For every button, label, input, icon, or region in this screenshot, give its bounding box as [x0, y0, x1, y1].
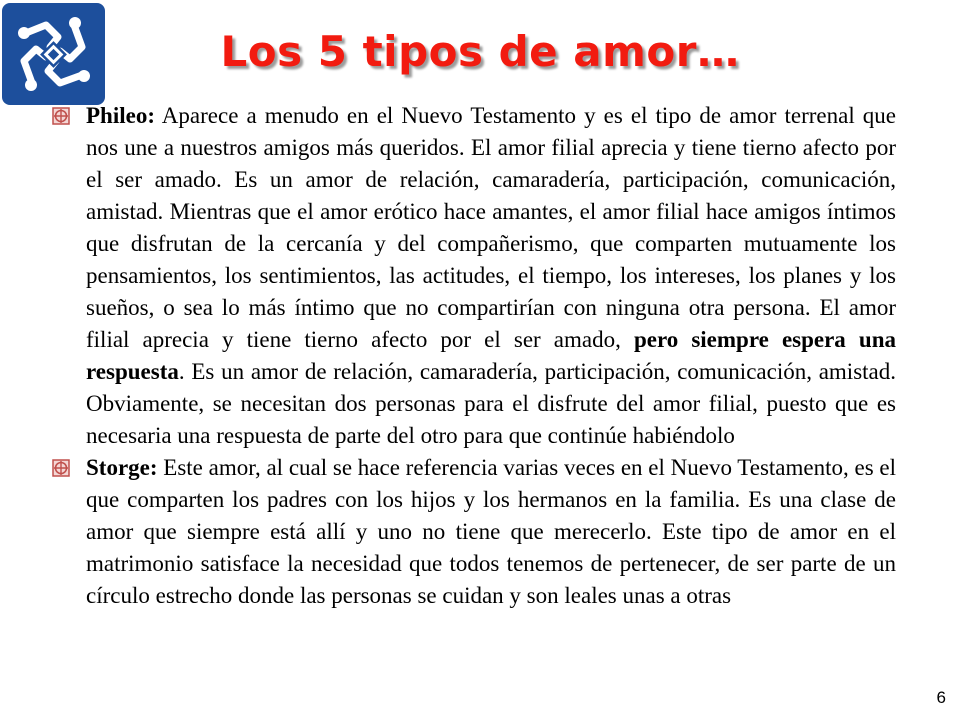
- bullet-text: Este amor, al cual se hace referencia varias veces en el Nuevo Testamento, es el que comparten los padres con los hijos y los hermanos en la familia. Es una clase de amor que siempre está allí y uno no tiene que merecerlo. Este tipo de amor en el matrimonio satisface la necesidad que todos tenemos de pertenecer, de ser parte de un círculo estrecho donde las personas se cuidan y son leales unas a otras: [86, 455, 896, 608]
- bullet-term: Storge:: [86, 455, 158, 480]
- bullet-item-storge: [52, 452, 896, 612]
- bullet-item-phileo: [52, 100, 896, 452]
- bullet-text: Aparece a menudo en el Nuevo Testamento y es el tipo de amor terrenal que nos une a nuestros amigos más queridos. El amor filial aprecia y tiene tierno afecto por el ser amado. Es un amor de relación, camaradería, participación, comunicación, amistad. Mientras que el amor erótico hace amantes, el amor filial hace amigos íntimos que disfrutan de la cercanía y del compañerismo, que comparten mutuamente los pensamientos, los sentimientos, las actitudes, el tiempo, los intereses, los planes y los sueños, o sea lo más íntimo que no compartirían con ninguna otra persona. El amor filial aprecia y tiene tierno afecto por el ser amado,: [86, 103, 896, 352]
- bullet-emphasis: pero siempre espera una respuesta: [86, 327, 896, 384]
- bullet-term: Phileo:: [86, 103, 155, 128]
- bullet-list: [52, 100, 896, 612]
- page-number: 6: [936, 688, 946, 707]
- target-bullet-icon: [52, 459, 70, 477]
- slide-title: Los 5 tipos de amor…: [220, 27, 740, 76]
- bullet-text-continued: . Es un amor de relación, camaradería, participación, comunicación, amistad. Obviamente, se necesitan dos personas para el disfrute del amor filial, puesto que es necesaria una respuesta de parte del otro para que continúe habiéndolo: [86, 359, 896, 448]
- target-bullet-icon: [52, 107, 70, 125]
